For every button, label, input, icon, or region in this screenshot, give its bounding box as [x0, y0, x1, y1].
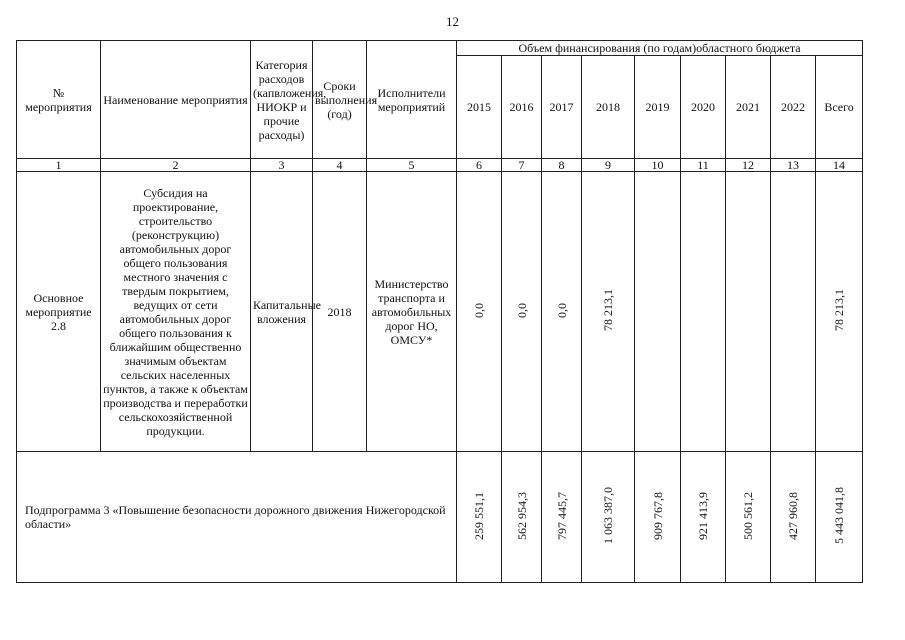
column-number: 1 [17, 159, 101, 172]
value-text: 921 413,9 [696, 491, 710, 540]
value-cell [771, 172, 816, 452]
header-year: 2021 [726, 56, 771, 159]
activity-number: Основное мероприятие 2.8 [17, 172, 101, 452]
funding-table [16, 40, 863, 583]
header-funding-group: Объем финансирования (по годам)областного бюджета [457, 41, 863, 56]
header-year: 2022 [771, 56, 816, 159]
column-number: 10 [635, 159, 681, 172]
column-number: 11 [681, 159, 726, 172]
subprogram-label: Подпрограмма 3 «Повышение безопасности дорожного движения Нижегородской области» [17, 452, 457, 583]
page-number: 12 [446, 14, 459, 29]
column-numbers-row [17, 159, 863, 172]
value-cell [635, 172, 681, 452]
value-text: 500 561,2 [741, 491, 755, 540]
value-cell [502, 172, 542, 452]
table-row [17, 452, 863, 583]
value-text: 0,0 [514, 302, 529, 318]
header-year: 2020 [681, 56, 726, 159]
column-number: 14 [816, 159, 863, 172]
value-cell [542, 452, 582, 583]
column-number: 3 [251, 159, 313, 172]
total-text: 5 443 041,8 [832, 487, 847, 544]
column-number: 13 [771, 159, 816, 172]
total-cell [816, 172, 863, 452]
value-cell [681, 452, 726, 583]
value-text: 797 445,7 [554, 491, 569, 540]
column-number: 5 [367, 159, 457, 172]
activity-term: 2018 [313, 172, 367, 452]
value-text: 78 213,1 [601, 289, 615, 331]
header-year: 2017 [542, 56, 582, 159]
value-cell [457, 452, 502, 583]
value-cell [457, 172, 502, 452]
header-num: № мероприятия [17, 41, 101, 159]
value-cell [582, 452, 635, 583]
value-cell [502, 452, 542, 583]
activity-name: Субсидия на проектирование, строительство (реконструкцию) автомобильных дорог общего пользования местного значения с твердым покрытием, ведущих от сети автомобильных дорог общего пользования к ближайшим общественно значимым объектам сельских населенных пунктов, а также к объектам производства и переработки сельскохозяйственной продукции. [101, 172, 251, 452]
value-text: 259 551,1 [472, 491, 486, 540]
header-name: Наименование мероприятия [101, 41, 251, 159]
value-cell [542, 172, 582, 452]
value-cell [726, 452, 771, 583]
total-cell [816, 452, 863, 583]
column-number: 8 [542, 159, 582, 172]
header-year: 2019 [635, 56, 681, 159]
value-cell [771, 452, 816, 583]
header-row [17, 41, 863, 56]
header-year: 2015 [457, 56, 502, 159]
column-number: 4 [313, 159, 367, 172]
value-text: 562 954,3 [514, 491, 529, 540]
header-total: Всего [816, 56, 863, 159]
value-text: 0,0 [554, 302, 569, 318]
activity-executors: Министерство транспорта и автомобильных дорог НО, ОМСУ* [367, 172, 457, 452]
activity-category: Капитальные вложения [251, 172, 313, 452]
value-text: 909 767,8 [650, 491, 665, 540]
value-text: 1 063 387,0 [601, 487, 615, 544]
value-cell [582, 172, 635, 452]
value-cell [681, 172, 726, 452]
value-cell [635, 452, 681, 583]
header-category: Категория расходов (капвложения, НИОКР и прочие расходы) [251, 41, 313, 159]
column-number: 9 [582, 159, 635, 172]
column-number: 7 [502, 159, 542, 172]
value-cell [726, 172, 771, 452]
column-number: 6 [457, 159, 502, 172]
header-executors: Исполнители мероприятий [367, 41, 457, 159]
total-text: 78 213,1 [832, 289, 847, 331]
table-row [17, 172, 863, 452]
column-number: 2 [101, 159, 251, 172]
column-number: 12 [726, 159, 771, 172]
value-text: 0,0 [472, 302, 486, 318]
header-term: Сроки выполнения (год) [313, 41, 367, 159]
value-text: 427 960,8 [786, 491, 800, 540]
header-year: 2018 [582, 56, 635, 159]
header-year: 2016 [502, 56, 542, 159]
